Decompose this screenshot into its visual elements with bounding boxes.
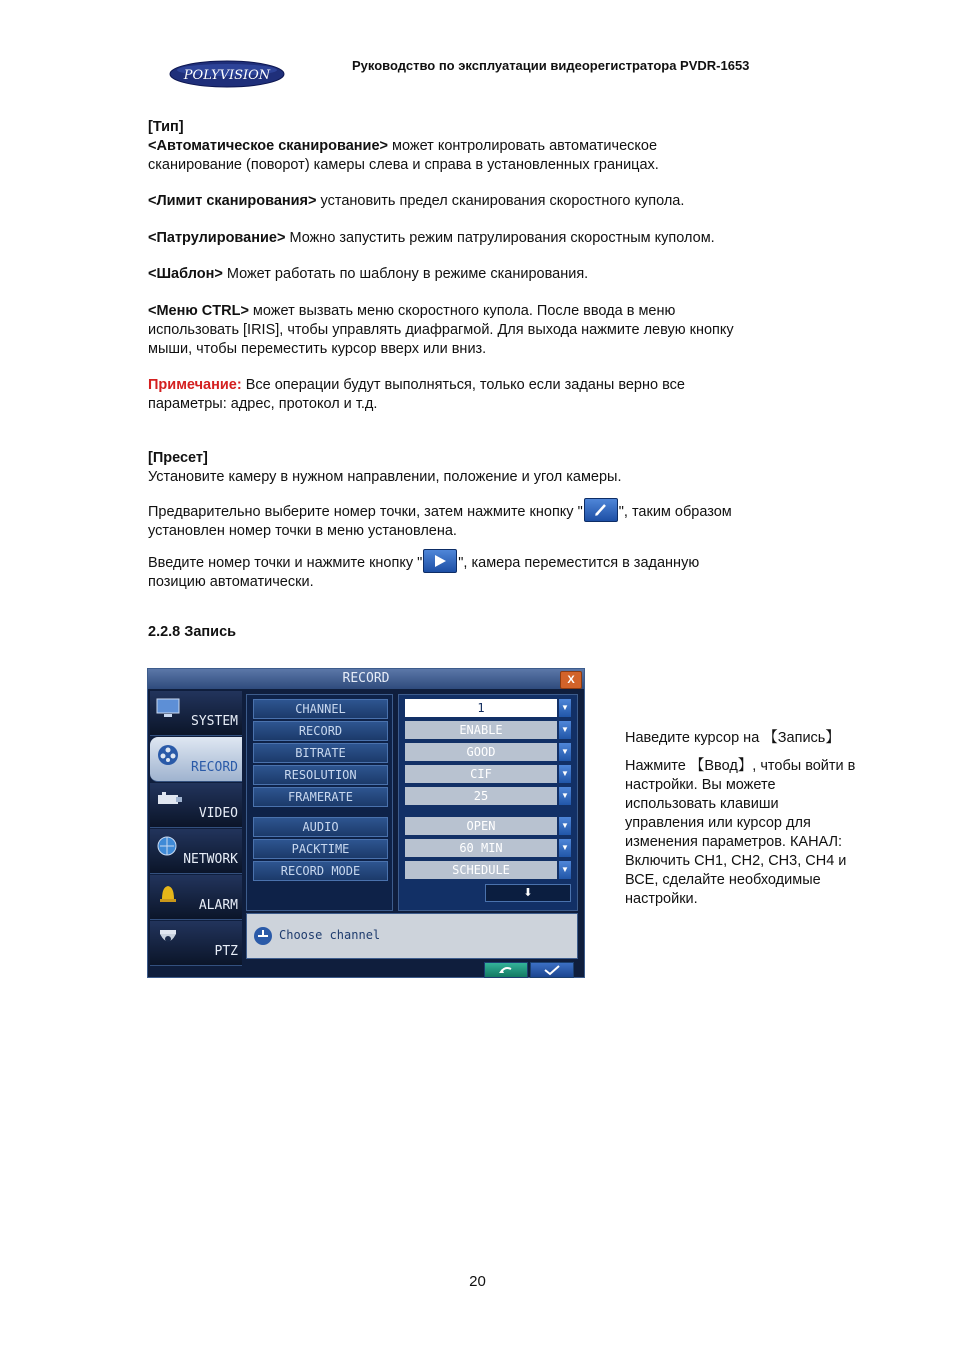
dvr-packtime-select[interactable]: 60 MIN <box>405 839 557 857</box>
auto-scan-term: <Автоматическое сканирование> <box>148 138 388 154</box>
menu-ctrl-term: <Меню CTRL> <box>148 303 249 319</box>
side-text-line9: настройки. <box>625 891 698 907</box>
side-text-line3: настройки. Вы можете <box>625 777 776 793</box>
dvr-label-framerate: FRAMERATE <box>253 787 388 807</box>
dvr-record-select[interactable]: ENABLE <box>405 721 557 739</box>
chevron-down-icon[interactable]: ▼ <box>559 817 571 835</box>
dvr-sidebar-label: NETWORK <box>183 852 238 867</box>
pattern-text: Может работать по шаблону в режиме сканирования. <box>222 266 589 282</box>
preset-call-paragraph <box>148 549 848 592</box>
patrol-text: Можно запустить режим патрулирования скоростным куполом. <box>285 230 715 246</box>
dvr-sidebar-alarm[interactable] <box>150 875 242 920</box>
dvr-sidebar-video[interactable] <box>150 783 242 828</box>
chevron-down-icon[interactable]: ▼ <box>559 861 571 879</box>
dvr-sidebar-label: PTZ <box>214 944 238 959</box>
side-text-line5: управления или курсор для <box>625 815 811 831</box>
section-preset <box>148 449 848 487</box>
page-number: 20 <box>469 1273 486 1290</box>
dvr-status-text: Choose channel <box>279 928 381 942</box>
dvr-resolution-select[interactable]: CIF <box>405 765 557 783</box>
chevron-down-icon[interactable]: ▼ <box>559 699 571 717</box>
scan-limit-text: установить предел сканирования скоростного купола. <box>316 193 685 209</box>
dvr-sidebar-network[interactable] <box>150 829 242 874</box>
dvr-confirm-button[interactable] <box>530 962 574 978</box>
preset-set-before: Предварительно выберите номер точки, затем нажмите кнопку " <box>148 504 583 520</box>
dvr-back-button[interactable] <box>484 962 528 978</box>
monitor-icon <box>156 697 182 723</box>
record-side-description <box>625 729 855 909</box>
dvr-label-channel: CHANNEL <box>253 699 388 719</box>
dvr-sidebar-record[interactable] <box>150 737 242 782</box>
dvr-schedule-arrow-button[interactable]: ⬇ <box>485 884 571 902</box>
side-text-line2: Нажмите 【Ввод】, чтобы войти в <box>625 758 856 774</box>
go-to-preset-play-icon <box>423 549 457 573</box>
chevron-down-icon[interactable]: ▼ <box>559 743 571 761</box>
dvr-framerate-select[interactable]: 25 <box>405 787 557 805</box>
chevron-down-icon[interactable]: ▼ <box>559 721 571 739</box>
alarm-bell-icon <box>156 881 182 909</box>
auto-scan-paragraph <box>148 137 848 156</box>
chevron-down-icon[interactable]: ▼ <box>559 787 571 805</box>
menu-ctrl-line3: мыши, чтобы переместить курсор вверх или вниз. <box>148 341 487 357</box>
scan-limit-paragraph <box>148 192 684 211</box>
dvr-label-packtime: PACKTIME <box>253 839 388 859</box>
preset-line1: Установите камеру в нужном направлении, положение и угол камеры. <box>148 469 622 485</box>
dvr-bitrate-select[interactable]: GOOD <box>405 743 557 761</box>
preset-set-paragraph <box>148 498 848 541</box>
dvr-audio-select[interactable]: OPEN <box>405 817 557 835</box>
film-reel-icon <box>156 743 182 771</box>
preset-call-before: Введите номер точки и нажмите кнопку " <box>148 555 423 571</box>
dvr-sidebar-ptz[interactable] <box>150 921 242 966</box>
patrol-term: <Патрулирование> <box>148 230 286 246</box>
dvr-record-menu-screenshot <box>147 668 585 978</box>
preset-call-after: ", камера переместится в заданную <box>458 555 700 571</box>
side-text-line6: изменения параметров. КАНАЛ: <box>625 834 843 850</box>
pattern-paragraph <box>148 265 588 284</box>
menu-ctrl-line2: использовать [IRIS], чтобы управлять диафрагмой. Для выхода нажмите левую кнопку <box>148 322 734 338</box>
dvr-sidebar-label: SYSTEM <box>191 714 238 729</box>
info-icon <box>253 926 273 951</box>
side-text-line1: Наведите курсор на 【Запись】 <box>625 730 840 746</box>
globe-icon <box>156 835 182 863</box>
auto-scan-line1: может контролировать автоматическое <box>388 138 658 154</box>
section-record-heading: 2.2.8 Запись <box>148 624 237 640</box>
side-text-line7: Включить CH1, CH2, CH3, CH4 и <box>625 853 847 869</box>
dvr-window-title: RECORD <box>148 669 584 689</box>
section-preset-heading: [Пресет] <box>148 450 208 466</box>
logo-text: POLYVISION <box>183 68 271 83</box>
document-header-title: Руководство по эксплуатации видеорегистратора PVDR-1653 <box>352 58 750 73</box>
dvr-label-record-mode: RECORD MODE <box>253 861 388 881</box>
dome-camera-icon <box>156 927 182 955</box>
dvr-status-bar <box>246 913 578 959</box>
section-type-heading: [Тип] <box>148 119 184 135</box>
pattern-term: <Шаблон> <box>148 266 223 282</box>
side-text-line4: использовать клавиши <box>625 796 779 812</box>
note-paragraph <box>148 376 848 414</box>
dvr-record-mode-select[interactable]: SCHEDULE <box>405 861 557 879</box>
dvr-label-bitrate: BITRATE <box>253 743 388 763</box>
dvr-field-labels-panel <box>246 694 393 911</box>
chevron-down-icon[interactable]: ▼ <box>559 765 571 783</box>
dvr-sidebar-label: ALARM <box>198 898 238 913</box>
set-preset-button-icon <box>584 498 618 522</box>
note-line2: параметры: адрес, протокол и т.д. <box>148 396 378 412</box>
side-text-line8: ВСЕ, сделайте необходимые <box>625 872 821 888</box>
note-line1: Все операции будут выполняться, только если заданы верно все <box>241 377 685 393</box>
polyvision-logo <box>168 58 286 90</box>
section-type <box>148 118 848 175</box>
dvr-field-values-panel <box>398 694 578 911</box>
menu-ctrl-line1: может вызвать меню скоростного купола. После ввода в меню <box>248 303 676 319</box>
preset-set-line2: установлен номер точки в меню установлена. <box>148 523 457 539</box>
dvr-channel-select[interactable]: 1 <box>405 699 557 717</box>
note-label: Примечание: <box>148 377 242 393</box>
dvr-close-button[interactable]: X <box>560 671 582 689</box>
dvr-label-record: RECORD <box>253 721 388 741</box>
auto-scan-line2: сканирование (поворот) камеры слева и справа в установленных границах. <box>148 157 659 173</box>
dvr-sidebar-system[interactable] <box>150 691 242 736</box>
dvr-label-audio: AUDIO <box>253 817 388 837</box>
dvr-sidebar-label: RECORD <box>191 760 238 775</box>
chevron-down-icon[interactable]: ▼ <box>559 839 571 857</box>
dvr-sidebar-label: VIDEO <box>198 806 238 821</box>
scan-limit-term: <Лимит сканирования> <box>148 193 317 209</box>
menu-ctrl-paragraph <box>148 302 848 359</box>
preset-set-after: ", таким образом <box>618 504 732 520</box>
preset-call-line2: позицию автоматически. <box>148 574 314 590</box>
dvr-label-resolution: RESOLUTION <box>253 765 388 785</box>
patrol-paragraph <box>148 229 715 248</box>
camera-icon <box>156 789 186 813</box>
